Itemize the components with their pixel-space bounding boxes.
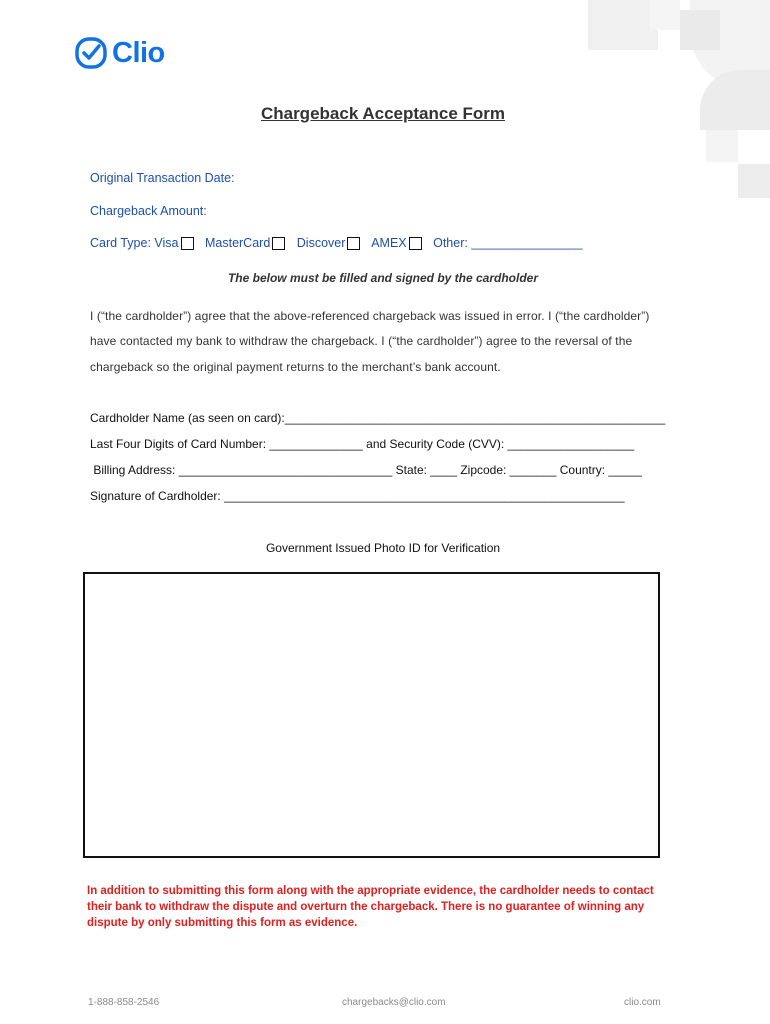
check-circle-icon — [74, 36, 108, 70]
brand-logo — [74, 36, 165, 70]
signature-field[interactable]: Signature of Cardholder: ____________________________________________________________ — [90, 489, 625, 503]
footer-site[interactable]: clio.com — [624, 997, 661, 1008]
amex-checkbox[interactable] — [409, 237, 422, 250]
cardholder-name-field[interactable]: Cardholder Name (as seen on card):_________________________________________________________ — [90, 411, 666, 425]
photo-id-box[interactable] — [83, 572, 660, 858]
agreement-line: I (“the cardholder”) agree that the above-referenced chargeback was issued in error. I (“the cardholder”) — [90, 309, 650, 323]
footer-phone: 1-888-858-2546 — [88, 997, 160, 1008]
card-type-row — [90, 236, 583, 250]
card-type-visa: Visa — [154, 236, 179, 250]
section-subtitle: The below must be filled and signed by the cardholder — [227, 271, 539, 285]
visa-checkbox[interactable] — [181, 237, 194, 250]
billing-address-field[interactable]: Billing Address: ________________________________ State: ____ Zipcode: _______ Country: _____ — [90, 463, 642, 477]
mastercard-checkbox[interactable] — [272, 237, 285, 250]
brand-name: Clio — [112, 36, 165, 69]
page-title: Chargeback Acceptance Form — [260, 104, 506, 123]
agreement-line: have contacted my bank to withdraw the chargeback. I (“the cardholder”) agree to the reversal of the — [90, 334, 633, 348]
card-type-discover: Discover — [296, 236, 346, 250]
card-type-amex: AMEX — [371, 236, 407, 250]
transaction-date-label: Original Transaction Date: — [90, 171, 235, 185]
agreement-line: chargeback so the original payment returns to the merchant’s bank account. — [90, 360, 501, 374]
discover-checkbox[interactable] — [347, 237, 360, 250]
card-type-other[interactable]: Other: ________________ — [433, 236, 583, 250]
footer-email[interactable]: chargebacks@clio.com — [342, 997, 446, 1008]
card-type-label: Card Type: — [90, 236, 151, 250]
chargeback-amount-label: Chargeback Amount: — [90, 204, 207, 218]
notice-text: In addition to submitting this form along with the appropriate evidence, the cardholder needs to contact their bank to withdraw the dispute and overturn the chargeback. There is no guarantee of winning any dispute by only submitting this form as evidence. — [87, 885, 654, 929]
card-digits-cvv-field[interactable]: Last Four Digits of Card Number: ______________ and Security Code (CVV): ___________________ — [90, 437, 635, 451]
photo-id-label: Government Issued Photo ID for Verification — [265, 541, 501, 555]
card-type-mastercard: MasterCard — [204, 236, 271, 250]
